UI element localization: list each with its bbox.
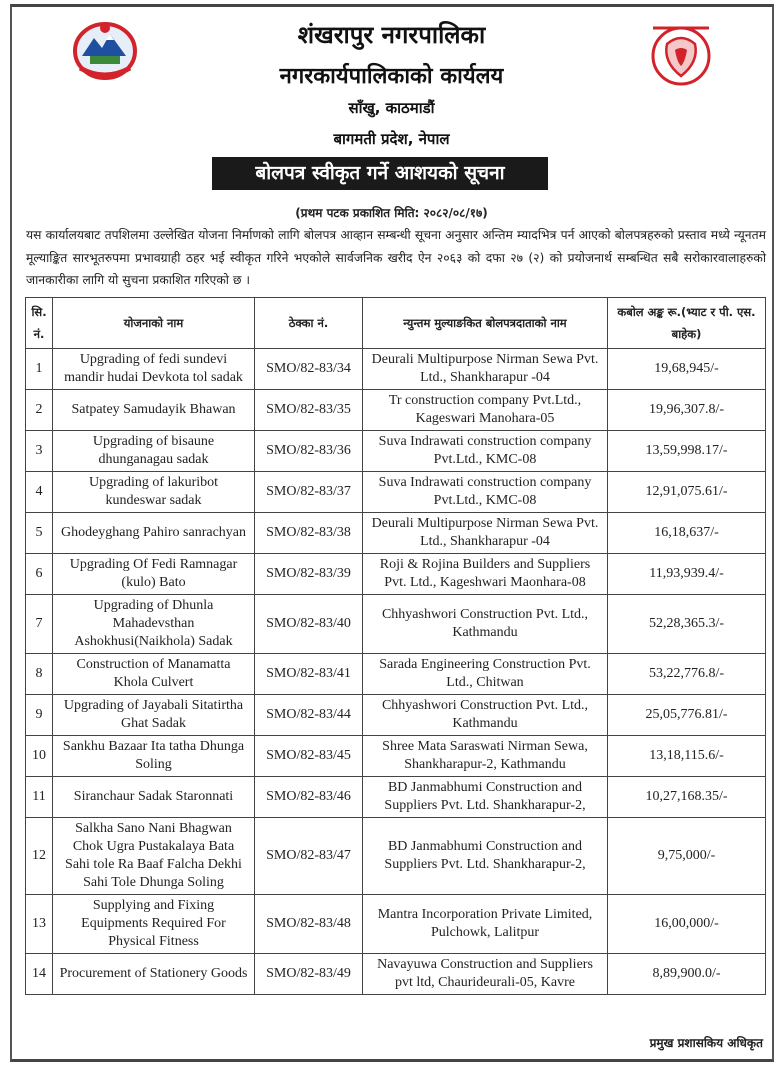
col-header-sn: सि. नं.	[26, 298, 53, 349]
bidder-name: Suva Indrawati construction company Pvt.Ltd., KMC-08	[363, 472, 608, 513]
contract-no: SMO/82-83/41	[255, 654, 363, 695]
bidder-name: Suva Indrawati construction company Pvt.Ltd., KMC-08	[363, 431, 608, 472]
contract-no: SMO/82-83/37	[255, 472, 363, 513]
project-name: Supplying and Fixing Equipments Required For Physical Fitness	[53, 895, 255, 954]
awarded-bids-table	[25, 297, 766, 995]
signature-title: प्रमुख प्रशासकिय अधिकृत	[649, 1036, 763, 1050]
bidder-name: Mantra Incorporation Private Limited, Pulchowk, Lalitpur	[363, 895, 608, 954]
table-row	[26, 954, 766, 995]
table-row	[26, 349, 766, 390]
table-row	[26, 777, 766, 818]
table-row	[26, 595, 766, 654]
table-row	[26, 431, 766, 472]
project-name: Upgrading of Dhunla Mahadevsthan Ashokhusi(Naikhola) Sadak	[53, 595, 255, 654]
contract-no: SMO/82-83/35	[255, 390, 363, 431]
bid-amount: 11,93,939.4/-	[608, 554, 766, 595]
col-header-contract-no: ठेक्का नं.	[255, 298, 363, 349]
office-location: साँखु, काठमाडौं	[348, 99, 435, 117]
bidder-name: Deurali Multipurpose Nirman Sewa Pvt. Ltd., Shankharapur -04	[363, 349, 608, 390]
project-name: Upgrading of fedi sundevi mandir hudai Devkota tol sadak	[53, 349, 255, 390]
bid-amount: 25,05,776.81/-	[608, 695, 766, 736]
bidder-name: Roji & Rojina Builders and Suppliers Pvt. Ltd., Kageshwari Maonhara-08	[363, 554, 608, 595]
table-header-row	[26, 298, 766, 349]
bidder-name: BD Janmabhumi Construction and Suppliers Pvt. Ltd. Shankharapur-2,	[363, 818, 608, 895]
province: बागमती प्रदेश, नेपाल	[333, 130, 450, 148]
bidder-name: Chhyashwori Construction Pvt. Ltd., Kathmandu	[363, 595, 608, 654]
contract-no: SMO/82-83/48	[255, 895, 363, 954]
bidder-name: Navayuwa Construction and Suppliers pvt ltd, Chaurideurali-05, Kavre	[363, 954, 608, 995]
contract-no: SMO/82-83/40	[255, 595, 363, 654]
bidder-name: Deurali Multipurpose Nirman Sewa Pvt. Ltd., Shankharapur -04	[363, 513, 608, 554]
bid-amount: 16,00,000/-	[608, 895, 766, 954]
row-sn: 4	[26, 472, 53, 513]
office-name: नगरकार्यपालिकाको कार्यलय	[279, 64, 504, 89]
table-row	[26, 472, 766, 513]
bidder-name: Chhyashwori Construction Pvt. Ltd., Kathmandu	[363, 695, 608, 736]
project-name: Satpatey Samudayik Bhawan	[53, 390, 255, 431]
table-row	[26, 695, 766, 736]
table-row	[26, 554, 766, 595]
row-sn: 11	[26, 777, 53, 818]
project-name: Salkha Sano Nani Bhagwan Chok Ugra Pustakalaya Bata Sahi tole Ra Baaf Falcha Dekhi Sahi Tole Dhunga Soling	[53, 818, 255, 895]
table-row	[26, 513, 766, 554]
notice-body: यस कार्यालयबाट तपशिलमा उल्लेखित योजना निर्माणको लागि बोलपत्र आव्हान सम्बन्धी सूचना अनुसार अन्तिम म्यादभित्र पर्न आएको बोलपत्रहरुको प्रस्ताव मध्ये न्यूनतम मूल्याङ्कित सारभूतरुपमा प्रभावग्राही ठहर भई स्वीकृत गरिने भएकोले सार्वजनिक खरीद ऐन २०६३ को दफा २७ (२) को प्रयोजनार्थ सम्बन्धित सबै सरोकारवालाहरुको जानकारीका लागि यो सुचना प्रकाशित गरिएको छ ।	[26, 228, 766, 287]
row-sn: 7	[26, 595, 53, 654]
bidder-name: Tr construction company Pvt.Ltd., Kageswari Manohara-05	[363, 390, 608, 431]
contract-no: SMO/82-83/44	[255, 695, 363, 736]
table-row	[26, 895, 766, 954]
row-sn: 5	[26, 513, 53, 554]
contract-no: SMO/82-83/38	[255, 513, 363, 554]
bid-amount: 53,22,776.8/-	[608, 654, 766, 695]
project-name: Sankhu Bazaar Ita tatha Dhunga Soling	[53, 736, 255, 777]
bid-amount: 12,91,075.61/-	[608, 472, 766, 513]
contract-no: SMO/82-83/34	[255, 349, 363, 390]
row-sn: 2	[26, 390, 53, 431]
project-name: Construction of Manamatta Khola Culvert	[53, 654, 255, 695]
bid-amount: 19,68,945/-	[608, 349, 766, 390]
row-sn: 14	[26, 954, 53, 995]
row-sn: 9	[26, 695, 53, 736]
bid-amount: 10,27,168.35/-	[608, 777, 766, 818]
bidder-name: BD Janmabhumi Construction and Suppliers Pvt. Ltd. Shankharapur-2,	[363, 777, 608, 818]
contract-no: SMO/82-83/46	[255, 777, 363, 818]
project-name: Upgrading Of Fedi Ramnagar (kulo) Bato	[53, 554, 255, 595]
table-row	[26, 818, 766, 895]
contract-no: SMO/82-83/47	[255, 818, 363, 895]
contract-no: SMO/82-83/39	[255, 554, 363, 595]
contract-no: SMO/82-83/36	[255, 431, 363, 472]
col-header-bidder: न्युन्तम मुल्याङकित बोलपत्रदाताको नाम	[363, 298, 608, 349]
bid-amount: 16,18,637/-	[608, 513, 766, 554]
project-name: Procurement of Stationery Goods	[53, 954, 255, 995]
published-date: (प्रथम पटक प्रकाशित मिति: २०८२/०८/१७)	[295, 206, 488, 220]
table-row	[26, 654, 766, 695]
row-sn: 12	[26, 818, 53, 895]
project-name: Upgrading of lakuribot kundeswar sadak	[53, 472, 255, 513]
row-sn: 10	[26, 736, 53, 777]
contract-no: SMO/82-83/49	[255, 954, 363, 995]
bidder-name: Sarada Engineering Construction Pvt. Ltd., Chitwan	[363, 654, 608, 695]
table-row	[26, 390, 766, 431]
bidder-name: Shree Mata Saraswati Nirman Sewa, Shankharapur-2, Kathmandu	[363, 736, 608, 777]
bid-amount: 9,75,000/-	[608, 818, 766, 895]
notice-title: बोलपत्र स्वीकृत गर्ने आशयको सूचना	[212, 157, 548, 190]
row-sn: 3	[26, 431, 53, 472]
bid-amount: 13,18,115.6/-	[608, 736, 766, 777]
project-name: Upgrading of bisaune dhunganagau sadak	[53, 431, 255, 472]
col-header-project: योजनाको नाम	[53, 298, 255, 349]
bid-amount: 13,59,998.17/-	[608, 431, 766, 472]
project-name: Siranchaur Sadak Staronnati	[53, 777, 255, 818]
bid-amount: 8,89,900.0/-	[608, 954, 766, 995]
municipality-name: शंखरापुर नगरपालिका	[297, 21, 486, 49]
row-sn: 1	[26, 349, 53, 390]
col-header-amount: कबोल अङ्क रू.(भ्याट र पी. एस. बाहेक)	[608, 298, 766, 349]
row-sn: 13	[26, 895, 53, 954]
bid-amount: 19,96,307.8/-	[608, 390, 766, 431]
table-row	[26, 736, 766, 777]
project-name: Upgrading of Jayabali Sitatirtha Ghat Sadak	[53, 695, 255, 736]
bid-amount: 52,28,365.3/-	[608, 595, 766, 654]
contract-no: SMO/82-83/45	[255, 736, 363, 777]
project-name: Ghodeyghang Pahiro sanrachyan	[53, 513, 255, 554]
row-sn: 8	[26, 654, 53, 695]
row-sn: 6	[26, 554, 53, 595]
